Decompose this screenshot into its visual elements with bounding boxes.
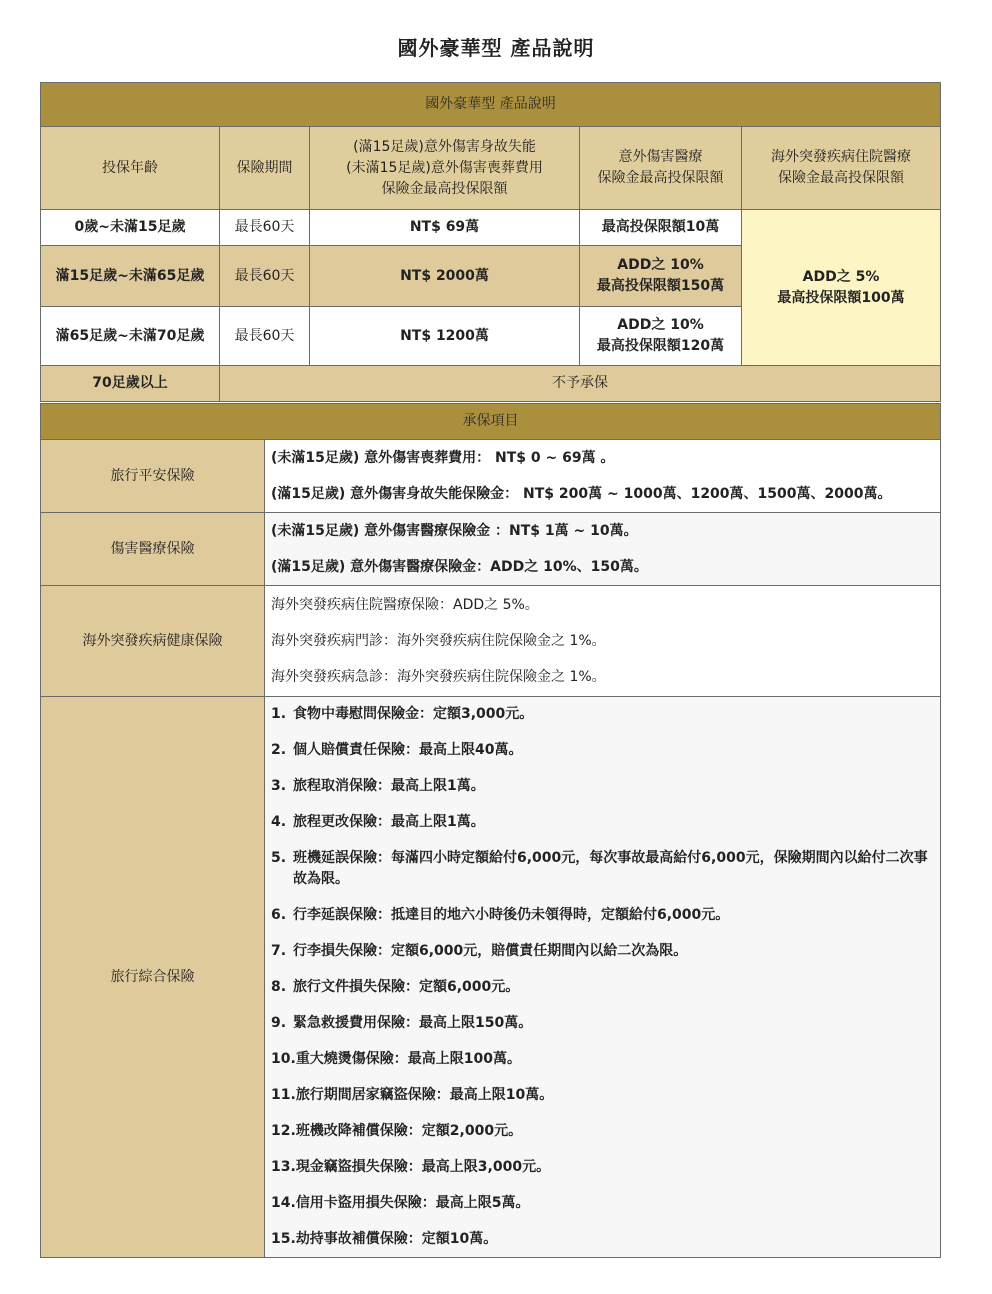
row-add: NT$ 69萬 xyxy=(310,210,580,246)
coverage-label: 海外突發疾病健康保險 xyxy=(41,586,265,697)
header-medical xyxy=(580,127,742,210)
coverage-desc xyxy=(265,440,941,513)
list-item: 2. 個人賠償責任保險：最高上限40萬。 xyxy=(271,742,523,758)
coverage-line: 海外突發疾病門診：海外突發疾病住院保險金之 1%。 xyxy=(271,632,606,649)
coverage-line: 海外突發疾病急診：海外突發疾病住院保險金之 1%。 xyxy=(271,668,606,685)
summary-header-row xyxy=(41,127,941,210)
summary-title: 國外豪華型 產品說明 xyxy=(41,83,941,127)
list-item: 11. 旅行期間居家竊盜保險：最高上限10萬。 xyxy=(271,1087,554,1103)
list-item: 7. 行李損失保險：定額6,000元，賠償責任期間內以給二次為限。 xyxy=(271,943,688,959)
coverage-label: 旅行綜合保險 xyxy=(41,697,265,1258)
header-add-line: 保險金最高投保限額 xyxy=(381,180,508,197)
list-item: 1. 食物中毒慰問保險金：定額3,000元。 xyxy=(271,706,534,722)
row-medical xyxy=(580,307,742,366)
coverage-line: (未滿15足歲) 意外傷害喪葬費用： NT$ 0 ~ 69萬 。 xyxy=(271,449,615,466)
list-item: 6. 行李延誤保險：抵達目的地六小時後仍未領得時，定額給付6,000元。 xyxy=(271,907,730,923)
row-period: 最長60天 xyxy=(220,210,310,246)
coverage-title-row xyxy=(41,404,941,440)
coverage-line: 海外突發疾病住院醫療保險：ADD之 5%。 xyxy=(271,596,539,613)
header-medical-line: 意外傷害醫療 xyxy=(618,149,703,165)
coverage-table xyxy=(40,403,941,1258)
row-age: 滿15足歲~未滿65足歲 xyxy=(41,246,220,307)
coverage-line: (滿15足歲) 意外傷害醫療保險金：ADD之 10%、150萬。 xyxy=(271,558,648,575)
header-age: 投保年齡 xyxy=(41,127,220,210)
row-age-over70: 70足歲以上 xyxy=(41,366,220,402)
row-period: 最長60天 xyxy=(220,246,310,307)
row-medical-line: 最高投保限額10萬 xyxy=(601,219,720,235)
header-add xyxy=(310,127,580,210)
row-add: NT$ 1200萬 xyxy=(310,307,580,366)
coverage-desc xyxy=(265,586,941,697)
coverage-title: 承保項目 xyxy=(41,404,941,440)
coverage-label: 旅行平安保險 xyxy=(41,440,265,513)
row-age: 0歲~未滿15足歲 xyxy=(41,210,220,246)
row-medical xyxy=(580,210,742,246)
list-item: 9. 緊急救援費用保險：最高上限150萬。 xyxy=(271,1015,533,1031)
coverage-line: (滿15足歲) 意外傷害身故失能保險金： NT$ 200萬 ~ 1000萬、1200萬、1500萬、2000萬。 xyxy=(271,485,892,502)
overseas-merged-line: 最高投保限額100萬 xyxy=(777,289,905,306)
header-add-line: (未滿15足歲)意外傷害喪葬費用 xyxy=(346,159,543,176)
summary-title-row xyxy=(41,83,941,127)
header-medical-line: 保險金最高投保限額 xyxy=(597,170,724,186)
list-item: 8. 旅行文件損失保險：定額6,000元。 xyxy=(271,979,520,995)
comprehensive-list xyxy=(271,704,934,1250)
row-add: NT$ 2000萬 xyxy=(310,246,580,307)
coverage-line: (未滿15足歲) 意外傷害醫療保險金 ：NT$ 1萬 ~ 10萬。 xyxy=(271,522,638,539)
list-item: 12. 班機改降補償保險：定額2,000元。 xyxy=(271,1123,523,1139)
row-medical-line: 最高投保限額150萬 xyxy=(596,278,725,294)
row-medical-line: ADD之 10% xyxy=(617,317,704,333)
row-overseas-merged xyxy=(742,210,941,366)
coverage-label: 傷害醫療保險 xyxy=(41,513,265,586)
row-period: 最長60天 xyxy=(220,307,310,366)
list-item: 5. 班機延誤保險：每滿四小時定額給付6,000元，每次事故最高給付6,000元，保險期間內以給付二次事故為限。 xyxy=(271,850,928,887)
list-item: 15. 劫持事故補償保險：定額10萬。 xyxy=(271,1231,498,1247)
table-row xyxy=(41,210,941,246)
header-add-line: (滿15足歲)意外傷害身故失能 xyxy=(353,138,536,155)
page-title: 國外豪華型 產品說明 xyxy=(397,36,595,60)
list-item: 4. 旅程更改保險：最高上限1萬。 xyxy=(271,814,485,830)
header-overseas-line: 海外突發疾病住院醫療 xyxy=(771,149,912,165)
row-not-covered: 不予承保 xyxy=(220,366,941,402)
row-medical-line: 最高投保限額120萬 xyxy=(596,338,725,354)
list-item: 3. 旅程取消保險：最高上限1萬。 xyxy=(271,778,485,794)
coverage-row-overseas-health xyxy=(41,586,941,697)
row-medical-line: ADD之 10% xyxy=(617,257,704,273)
coverage-row-travel-safety xyxy=(41,440,941,513)
header-period: 保險期間 xyxy=(220,127,310,210)
list-item: 13. 現金竊盜損失保險：最高上限3,000元。 xyxy=(271,1159,551,1175)
list-item: 10. 重大燒燙傷保險：最高上限100萬。 xyxy=(271,1051,522,1067)
coverage-desc xyxy=(265,513,941,586)
row-medical xyxy=(580,246,742,307)
list-item: 14. 信用卡盜用損失保險：最高上限5萬。 xyxy=(271,1195,530,1211)
header-overseas-line: 保險金最高投保限額 xyxy=(778,170,905,186)
row-age: 滿65足歲~未滿70足歲 xyxy=(41,307,220,366)
coverage-row-injury-medical xyxy=(41,513,941,586)
product-summary-table xyxy=(40,82,941,402)
header-overseas xyxy=(742,127,941,210)
coverage-desc xyxy=(265,697,941,1258)
coverage-row-comprehensive xyxy=(41,697,941,1258)
overseas-merged-line: ADD之 5% xyxy=(802,268,880,285)
table-row xyxy=(41,366,941,402)
